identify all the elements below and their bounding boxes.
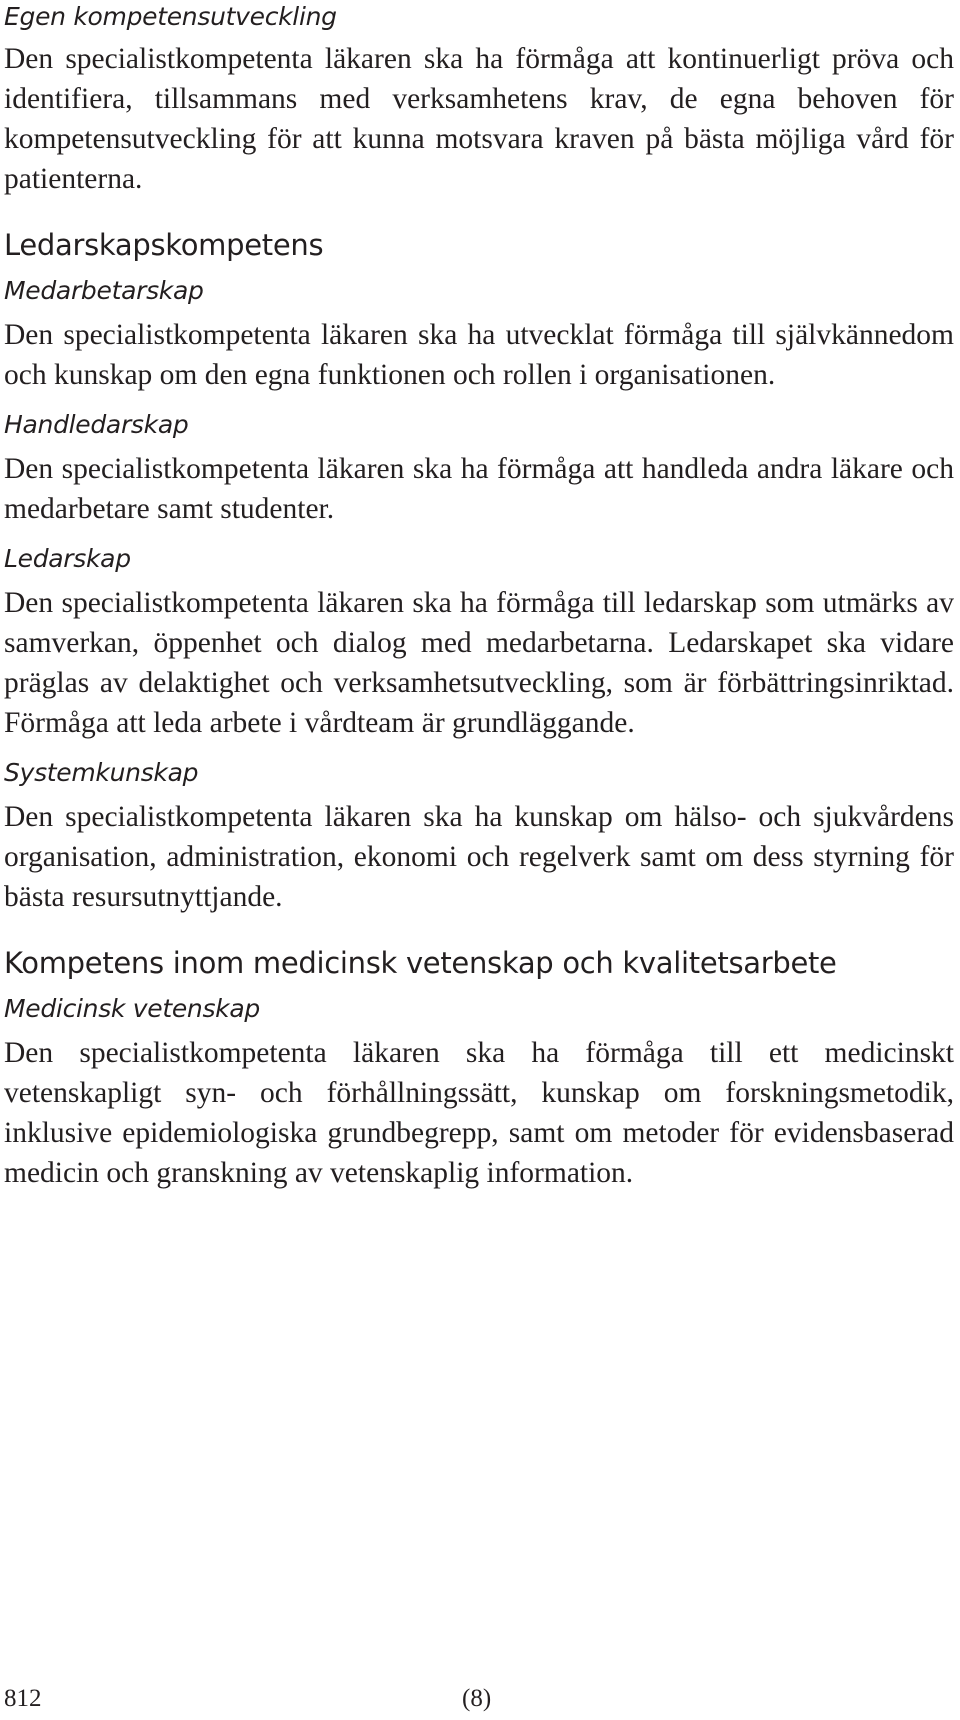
paragraph-medicinsk-vetenskap: Den specialistkompetenta läkaren ska ha förmåga till ett medicinskt vetenskapligt syn- och förhållningssätt, kunskap om forskningsmetodik, inklusive epidemiologiska grundbegrepp, samt om metoder för evidensbaserad medicin och granskning av vetenskaplig information.	[4, 1037, 954, 1189]
paragraph-ledarskap: Den specialistkompetenta läkaren ska ha förmåga till ledarskap som utmärks av samverkan, öppenhet och dialog med medarbetarna. Ledarskapet ska vidare präglas av delaktighet och verksamhetsutveckling, som är förbättringsinriktad. Förmåga att leda arbete i vårdteam är grundläggande.	[4, 587, 954, 739]
subheading-medarbetarskap: Medarbetarskap	[4, 276, 204, 305]
paragraph-egen-kompetensutveckling: Den specialistkompetenta läkaren ska ha förmåga att kontinuerligt pröva och identifiera, tillsammans med verksamhetens krav, de egna behoven för kompetensutveckling för att kunna motsvara kraven på bästa möjliga vård för patienterna.	[4, 43, 954, 195]
paragraph-handledarskap: Den specialistkompetenta läkaren ska ha förmåga att handleda andra läkare och medarbetare samt studenter.	[4, 453, 954, 525]
subheading-medicinsk-vetenskap: Medicinsk vetenskap	[4, 994, 260, 1023]
subheading-ledarskap: Ledarskap	[4, 544, 131, 573]
subheading-egen-kompetensutveckling: Egen kompetensutveckling	[4, 2, 337, 31]
document-page	[4, 0, 954, 1193]
page-number: 812	[4, 1685, 42, 1712]
heading-kompetens-medicinsk-vetenskap: Kompetens inom medicinsk vetenskap och kvalitetsarbete	[4, 946, 837, 980]
subheading-systemkunskap: Systemkunskap	[4, 758, 199, 787]
heading-ledarskapskompetens: Ledarskapskompetens	[4, 228, 324, 262]
paragraph-systemkunskap: Den specialistkompetenta läkaren ska ha kunskap om hälso- och sjukvårdens organisation, administration, ekonomi och regelverk samt om dess styrning för bästa resursutnyttjande.	[4, 801, 954, 913]
paragraph-medarbetarskap: Den specialistkompetenta läkaren ska ha utvecklat förmåga till självkännedom och kunskap om den egna funktionen och rollen i organisationen.	[4, 319, 954, 391]
subheading-handledarskap: Handledarskap	[4, 410, 189, 439]
section-marker: (8)	[462, 1685, 492, 1712]
